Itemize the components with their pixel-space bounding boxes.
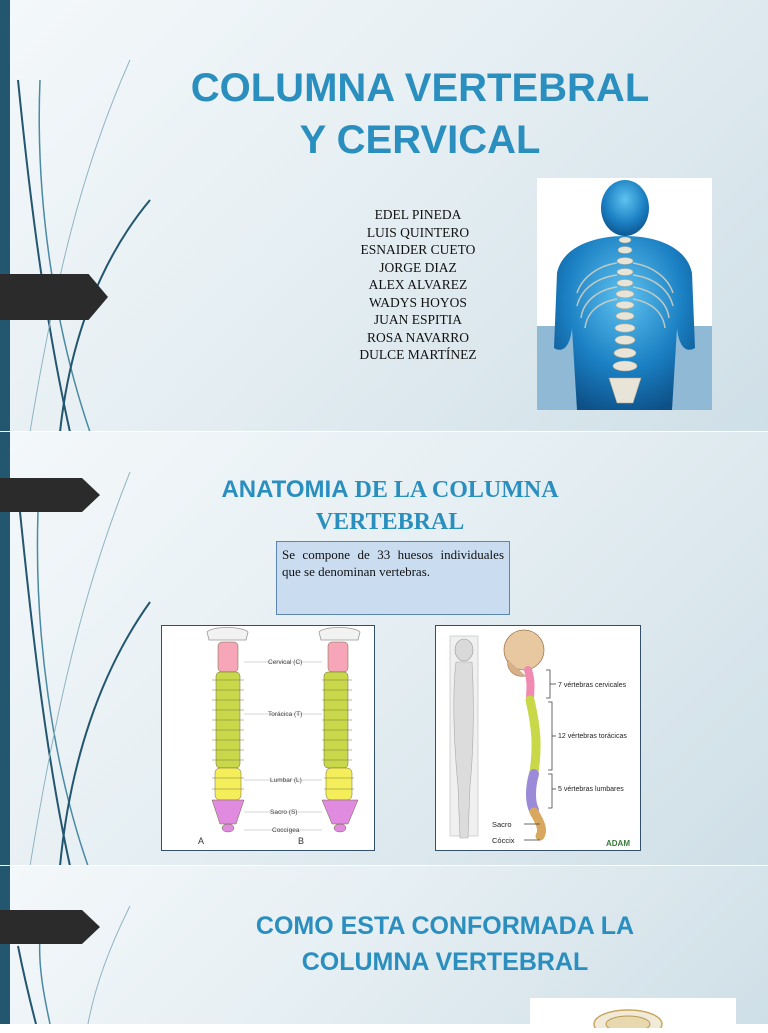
arrow-tab [0, 910, 100, 944]
label-sacro: Sacro (S) [270, 809, 298, 816]
author-name: JUAN ESPITIA [373, 312, 463, 327]
page-title [160, 62, 680, 166]
author-name: DULCE MARTÍNEZ [359, 347, 477, 362]
author-name: ALEX ALVAREZ [368, 277, 468, 292]
label-cervicales: 7 vértebras cervicales [558, 682, 627, 689]
title-line-1: COMO ESTA CONFORMADA LA [255, 912, 635, 940]
slide-1 [0, 0, 768, 432]
decorative-curves [0, 0, 160, 432]
author-name: WADYS HOYOS [369, 294, 467, 310]
arrow-tab [0, 478, 100, 512]
spine-diagram-lateral [435, 625, 641, 851]
title-part-1: ANATOMIA [221, 476, 349, 503]
decorative-curves [0, 866, 160, 1024]
brand-logo: ADAM [606, 839, 630, 848]
author-name: ROSA NAVARRO [367, 329, 469, 345]
arrow-tab [0, 274, 108, 320]
label-coccigea: Coccígea [272, 827, 300, 834]
label-b: B [298, 836, 305, 846]
label-a: A [198, 836, 205, 846]
label-lumbares: 5 vértebras lumbares [558, 786, 624, 793]
author-name: EDEL PINEDA [374, 207, 462, 222]
author-name: ESNAIDER CUETO [360, 242, 476, 257]
label-coccix: Cóccix [492, 836, 515, 845]
label-cervical: Cervical (C) [268, 659, 303, 666]
title-line-2: Y CERVICAL [299, 118, 541, 162]
authors-list [330, 206, 506, 364]
spine-body-photo [537, 178, 712, 410]
description-textbox: Se compone de 33 huesos individuales que se denominan vertebras. [276, 541, 510, 615]
label-toracica: Torácica (T) [268, 711, 303, 718]
spine-diagram-regions [161, 625, 375, 851]
section-title-anatomia [170, 474, 610, 538]
section-title-conformada [200, 908, 690, 980]
label-sacro: Sacro [492, 820, 512, 829]
title-line-2: COLUMNA VERTEBRAL [301, 948, 589, 976]
title-line-1: COLUMNA VERTEBRAL [190, 66, 650, 110]
author-name: LUIS QUINTERO [366, 224, 470, 240]
title-part-2: DE LA COLUMNA VERTEBRAL [315, 477, 559, 535]
author-name: JORGE DIAZ [379, 259, 457, 275]
label-toracicas: 12 vértebras torácicas [558, 733, 627, 740]
label-lumbar: Lumbar (L) [270, 777, 302, 784]
